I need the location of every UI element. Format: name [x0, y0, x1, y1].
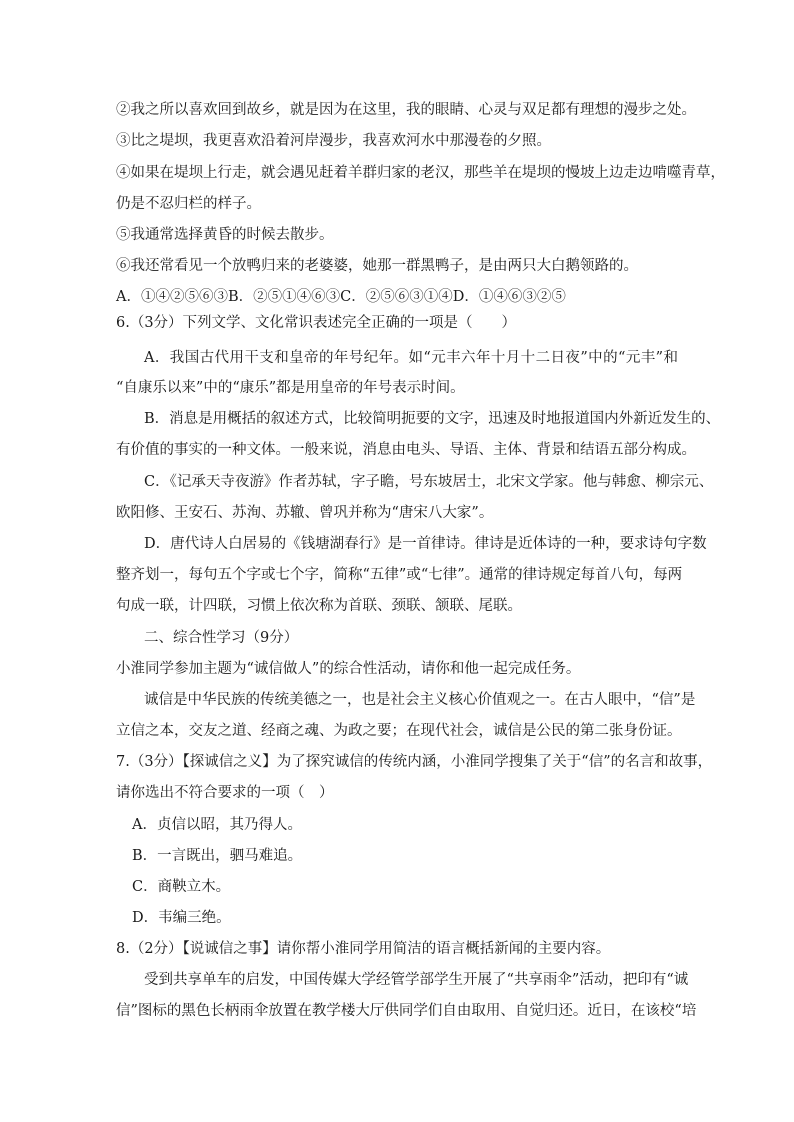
q5-sentence-3: ③比之堤坝，我更喜欢沿着河岸漫步，我喜欢河水中那漫卷的夕照。: [116, 133, 551, 149]
q8-para-line1: 受到共享单车的启发，中国传媒大学经管学部学生开展了“共享雨伞”活动，把印有“诚: [144, 972, 689, 988]
q5-sentence-4-line2: 仍是不忍归栏的样子。: [116, 196, 261, 212]
q6-option-b-line2: 有价值的事实的一种文体。一般来说，消息由电头、导语、主体、背景和结语五部分构成。: [116, 442, 696, 458]
section-2-heading: 二、综合性学习（9分）: [144, 630, 299, 646]
q7-option-b: B．一言既出，驷马难追。: [132, 848, 303, 864]
q6-stem: 6.（3分）下列文学、文化常识表述完全正确的一项是（ ）: [116, 315, 517, 331]
q7-option-d: D．韦编三绝。: [132, 910, 231, 926]
q5-sentence-6: ⑥我还常看见一个放鸭归来的老婆婆，她那一群黑鸭子，是由两只大白鹅领路的。: [116, 258, 638, 274]
q5-sentence-5: ⑤我通常选择黄昏的时候去散步。: [116, 227, 334, 243]
q6-option-d-line1: D．唐代诗人白居易的《钱塘湖春行》是一首律诗。律诗是近体诗的一种，要求诗句字数: [144, 536, 707, 552]
q7-stem-line1: 7.（3分）【探诚信之义】为了探究诚信的传统内涵，小淮同学搜集了关于“信”的名言和故事，: [116, 754, 713, 770]
q7-option-c: C．商鞅立木。: [132, 879, 231, 895]
q6-option-c-line1: C．《记承天寺夜游》作者苏轼，字子瞻，号东坡居士，北宋文学家。他与韩愈、柳宗元、: [144, 474, 714, 490]
q6-option-a-line1: A．我国古代用干支和皇帝的年号纪年。如“元丰六年十月十二日夜”中的“元丰”和: [144, 350, 678, 366]
q5-sentence-2: ②我之所以喜欢回到故乡，就是因为在这里，我的眼睛、心灵与双足都有理想的漫步之处。: [116, 102, 696, 118]
q5-sentence-4-line1: ④如果在堤坝上行走，就会遇见赶着羊群归家的老汉，那些羊在堤坝的慢坡上边走边啃噬青草，: [116, 165, 725, 181]
q7-option-a: A．贞信以昭，其乃得人。: [132, 817, 302, 833]
q5-options: A．①④②⑤⑥③B．②⑤①④⑥③C．②⑤⑥③①④D．①④⑥③②⑤: [116, 289, 566, 305]
q6-option-b-line1: B．消息是用概括的叙述方式，比较简明扼要的文字，迅速及时地报道国内外新近发生的、: [144, 411, 721, 427]
section-2-para-line2: 立信之本，交友之道、经商之魂、为政之要；在现代社会，诚信是公民的第二张身份证。: [116, 723, 682, 739]
q7-stem-line2: 请你选出不符合要求的一项（ ）: [116, 785, 334, 801]
section-2-para-line1: 诚信是中华民族的传统美德之一，也是社会主义核心价值观之一。在古人眼中，“信”是: [144, 692, 696, 708]
q8-para-line2: 信”图标的黑色长柄雨伞放置在教学楼大厅供同学们自由取用、自觉归还。近日，在该校“培: [116, 1003, 697, 1019]
q8-stem: 8.（2分）【说诚信之事】请你帮小淮同学用简洁的语言概括新闻的主要内容。: [116, 941, 611, 957]
section-2-intro: 小淮同学参加主题为“诚信做人”的综合性活动，请你和他一起完成任务。: [116, 661, 581, 677]
q6-option-d-line2: 整齐划一，每句五个字或七个字，简称“五律”或“七律”。通常的律诗规定每首八句，每两: [116, 567, 683, 583]
q6-option-d-line3: 句成一联，计四联，习惯上依次称为首联、颈联、颔联、尾联。: [116, 598, 522, 614]
q6-option-a-line2: “自康乐以来”中的“康乐”都是用皇帝的年号表示时间。: [116, 380, 465, 396]
q6-option-c-line2: 欧阳修、王安石、苏洵、苏辙、曾巩并称为“唐宋八大家”。: [116, 505, 494, 521]
